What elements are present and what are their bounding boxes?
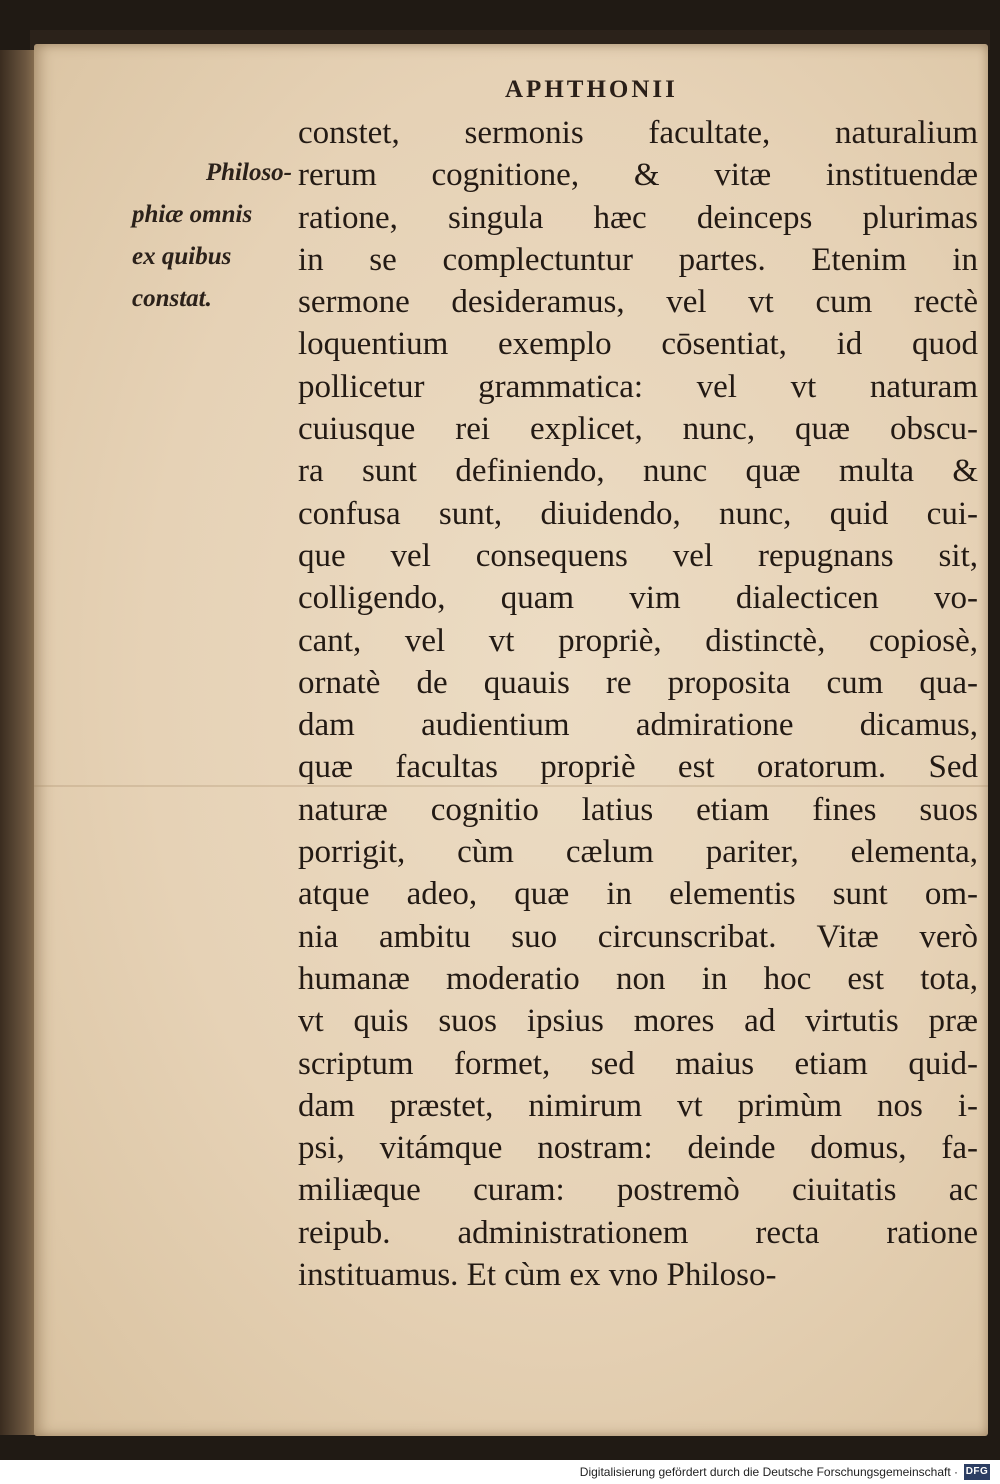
text-line: porrigit, cùm cælum pariter, elementa, <box>298 834 978 871</box>
text-line: loquentium exemplo cōsentiat, id quod <box>298 326 978 363</box>
text-line: colligendo, quam vim dialecticen vo- <box>298 580 978 617</box>
body-text <box>298 112 978 1296</box>
text-line: ra sunt definiendo, nunc quæ multa & <box>298 453 978 490</box>
dfg-logo: DFG <box>964 1464 990 1480</box>
text-line: ornatè de quauis re proposita cum qua- <box>298 664 978 701</box>
marginal-note-line: ex quibus <box>132 243 232 270</box>
text-line: quæ facultas propriè est oratorum. Sed <box>298 749 978 786</box>
text-line: in se complectuntur partes. Etenim in <box>298 241 978 278</box>
text-line: naturæ cognitio latius etiam fines suos <box>298 791 978 828</box>
text-line: dam præstet, nimirum vt primùm nos i- <box>298 1087 978 1124</box>
text-line: atque adeo, quæ in elementis sunt om- <box>298 876 978 913</box>
text-line: psi, vitámque nostram: deinde domus, fa- <box>298 1130 978 1167</box>
text-line: rerum cognitione, & vitæ instituendæ <box>298 157 978 194</box>
text-line: cant, vel vt propriè, distinctè, copiosè, <box>298 622 978 659</box>
text-line: ratione, singula hæc deinceps plurimas <box>298 199 978 236</box>
marginal-note <box>132 152 292 320</box>
book-spine-edge <box>0 50 36 1435</box>
text-line: vt quis suos ipsius mores ad virtutis præ <box>298 1003 978 1040</box>
text-line: miliæque curam: postremò ciuitatis ac <box>298 1172 978 1209</box>
text-line: dam audientium admiratione dicamus, <box>298 707 978 744</box>
text-line: instituamus. Et cùm ex vno Philoso- <box>298 1257 777 1294</box>
text-line: pollicetur grammatica: vel vt naturam <box>298 368 978 405</box>
text-line: confusa sunt, diuidendo, nunc, quid cui- <box>298 495 978 532</box>
text-line: sermone desideramus, vel vt cum rectè <box>298 284 978 321</box>
text-line: que vel consequens vel repugnans sit, <box>298 537 978 574</box>
funding-credit: Digitalisierung gefördert durch die Deutsche Forschungsgemeinschaft · <box>579 1465 958 1479</box>
text-line: nia ambitu suo circunscribat. Vitæ verò <box>298 918 978 955</box>
marginal-note-line: Philoso- <box>205 159 292 186</box>
text-line: humanæ moderatio non in hoc est tota, <box>298 960 978 997</box>
marginal-note-line: constat. <box>132 285 212 312</box>
marginal-note-line: phiæ omnis <box>132 201 253 228</box>
running-head: APHTHONII <box>505 76 678 103</box>
text-line: reipub. administrationem recta ratione <box>298 1214 978 1251</box>
text-line: constet, sermonis facultate, naturalium <box>298 115 978 151</box>
text-line: cuiusque rei explicet, nunc, quæ obscu- <box>298 411 978 448</box>
text-line: scriptum formet, sed maius etiam quid- <box>298 1045 978 1082</box>
